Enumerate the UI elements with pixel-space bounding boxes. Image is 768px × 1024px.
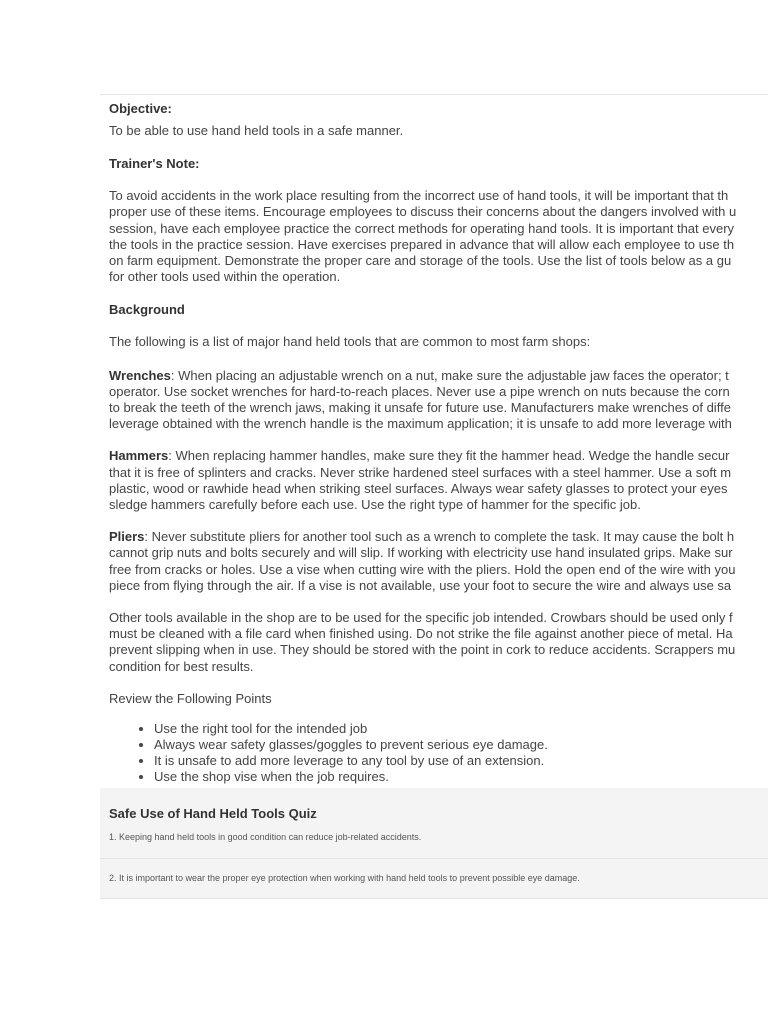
trainer-note-line: session, have each employee practice the correct methods for operating hand tools. It is important that every [109,220,735,236]
wrenches-term: Wrenches [109,367,171,383]
quiz-title: Safe Use of Hand Held Tools Quiz [109,805,317,821]
hammers-line: sledge hammers carefully before each use. Use the right type of hammer for the specific job. [109,497,641,513]
other-tools-paragraph [109,610,768,675]
wrenches-line: to break the teeth of the wrench jaws, making it unsafe for future use. Manufacturers make wrenches of diffe [109,400,731,416]
trainer-note-line: proper use of these items. Encourage employees to discuss their concerns about the dangers involved with u [109,204,737,220]
wrenches-first-line [109,368,768,384]
background-intro: The following is a list of major hand held tools that are common to most farm shops: [109,334,591,350]
trainer-note-line: To avoid accidents in the work place resulting from the incorrect use of hand tools, it will be important that th [109,188,729,204]
pliers-line: piece from flying through the air. If a vise is not available, use your foot to secure the wire and always use sa [109,577,732,593]
wrenches-line: : When placing an adjustable wrench on a nut, make sure the adjustable jaw faces the operator; t [170,367,729,383]
wrenches-paragraph [109,368,768,433]
background-heading: Background [109,302,185,318]
other-tools-line: prevent slipping when in use. They should be stored with the point in cork to reduce accidents. Scrappers mu [109,642,736,658]
wrenches-line: leverage obtained with the wrench handle is the maximum application; it is unsafe to add more leverage with [109,416,732,432]
pliers-term: Pliers [109,529,145,545]
hammers-line: : When replacing hammer handles, make sure they fit the hammer head. Wedge the handle secur [168,448,730,464]
trainer-note-text [109,188,768,285]
pliers-paragraph [109,529,768,594]
quiz-question: 1. Keeping hand held tools in good condition can reduce job-related accidents. [109,831,422,842]
pliers-line: free from cracks or holes. Use a vise when cutting wire with the pliers. Hold the open end of the wire with you [109,561,736,577]
objective-text: To be able to use hand held tools in a safe manner. [109,123,404,138]
trainer-note-line: the tools in the practice session. Have exercises prepared in advance that will allow each employee to use th [109,236,735,252]
other-tools-line: Other tools available in the shop are to be used for the specific job intended. Crowbars should be used only f [109,610,733,626]
hammers-paragraph [109,448,768,513]
hammers-term: Hammers [109,448,169,464]
review-points-list [109,721,768,786]
pliers-first-line [109,529,768,545]
lesson-content [100,101,768,786]
quiz-section [100,788,768,899]
other-tools-line: condition for best results. [109,658,254,674]
hammers-line: plastic, wood or rawhide head when striking steel surfaces. Always wear safety glasses to protect your eyes [109,480,728,496]
wrenches-line: operator. Use socket wrenches for hard-to-reach places. Never use a pipe wrench on nuts because the corn [109,383,730,399]
quiz-question: 2. It is important to wear the proper eye protection when working with hand held tools to prevent possible eye damage. [100,858,768,899]
trainer-note-line: on farm equipment. Demonstrate the proper care and storage of the tools. Use the list of tools below as a gu [109,253,732,269]
hammers-line: that it is free of splinters and cracks. Never strike hardened steel surfaces with a steel hammer. Use a soft m [109,464,732,480]
document-page [100,94,768,899]
list-item: • Use the shop vise when the job requires. [154,769,768,785]
other-tools-line: must be cleaned with a file card when finished using. Do not strike the file against another piece of metal. Ha [109,626,733,642]
list-item: • It is unsafe to add more leverage to any tool by use of an extension. [154,753,768,769]
pliers-line: : Never substitute pliers for another tool such as a wrench to complete the task. It may cause the bolt h [144,529,735,545]
objective-heading: Objective: [109,101,172,116]
review-heading: Review the Following Points [109,690,272,706]
trainer-note-heading: Trainer's Note: [109,156,200,172]
list-item: • Use the right tool for the intended job [154,721,768,737]
hammers-first-line [109,448,768,464]
trainer-note-line: for other tools used within the operation. [109,269,341,285]
list-item: • Always wear safety glasses/goggles to prevent serious eye damage. [154,737,768,753]
pliers-line: cannot grip nuts and bolts securely and will slip. If working with electricity use hand insulated grips. Make sur [109,545,733,561]
